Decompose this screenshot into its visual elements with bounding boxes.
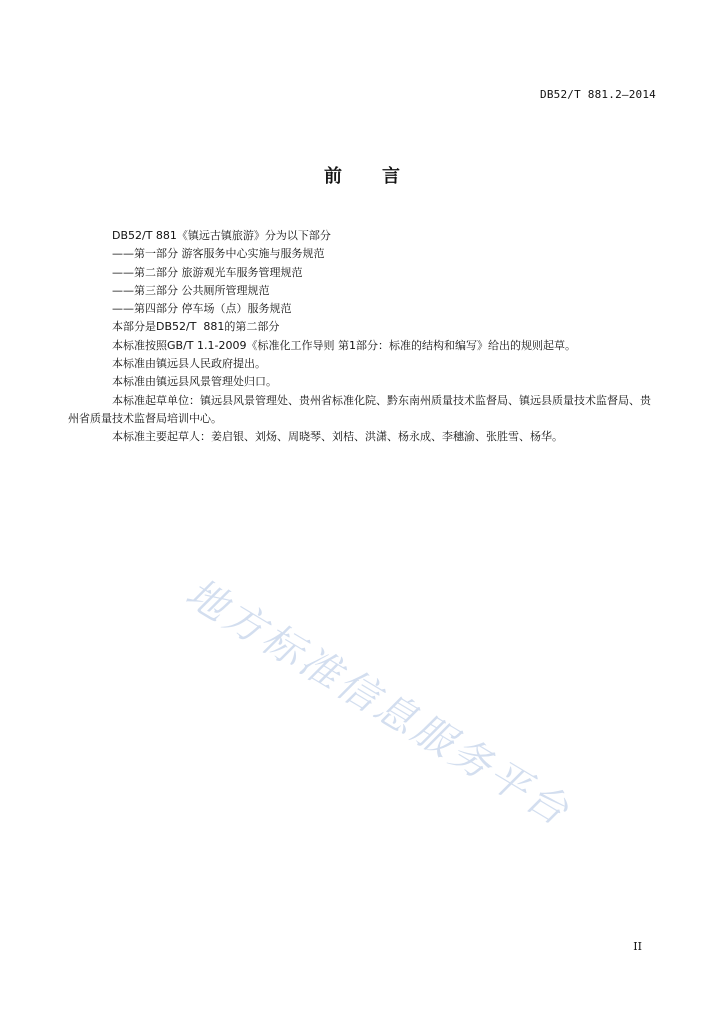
watermark: 地方标准信息服务平台 xyxy=(177,569,579,837)
paragraph-part-1: ——第一部分 游客服务中心实施与服务规范 xyxy=(112,247,325,261)
page-title: 前言 xyxy=(324,166,440,187)
paragraph-this-part: 本部分是DB52/T 881的第二部分 xyxy=(112,320,280,334)
paragraph-part-3: ——第三部分 公共厕所管理规范 xyxy=(112,283,270,297)
standard-code: DB52/T 881.2—2014 xyxy=(540,88,656,101)
foreword-body xyxy=(68,227,660,447)
page-number: II xyxy=(633,940,642,953)
paragraph-intro: DB52/T 881《镇远古镇旅游》分为以下部分 xyxy=(112,229,331,242)
paragraph-drafting-units: 本标准起草单位：镇远县风景管理处、贵州省标准化院、黔东南州质量技术监督局、镇远县质量技术监督局、贵州省质量技术监督局培训中心。 xyxy=(68,393,651,425)
paragraph-part-2: ——第二部分 旅游观光车服务管理规范 xyxy=(112,265,303,279)
paragraph-drafting-rules: 本标准按照GB/T 1.1-2009《标准化工作导则 第1部分：标准的结构和编写》给出的规则起草。 xyxy=(112,338,576,352)
paragraph-part-4: ——第四部分 停车场（点）服务规范 xyxy=(112,302,292,316)
paragraph-drafters: 本标准主要起草人：姜启银、刘炀、周晓琴、刘桔、洪潇、杨永成、李穗渝、张胜雪、杨华。 xyxy=(112,430,563,444)
paragraph-managed-by: 本标准由镇远县风景管理处归口。 xyxy=(112,375,277,389)
paragraph-proposed-by: 本标准由镇远县人民政府提出。 xyxy=(112,357,266,371)
